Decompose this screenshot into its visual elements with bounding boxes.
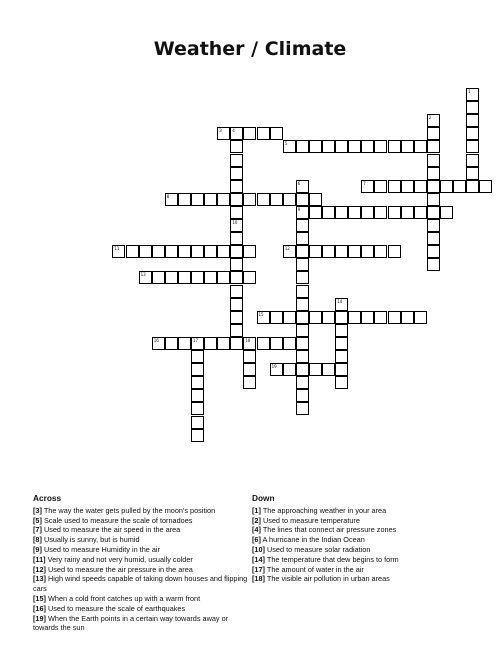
grid-cell[interactable]	[296, 285, 309, 298]
down-clue-list	[252, 506, 472, 584]
grid-cell[interactable]	[283, 363, 296, 376]
across-clue-list	[33, 506, 248, 633]
cell-number: 18	[245, 337, 251, 343]
grid-cell[interactable]	[152, 271, 165, 284]
grid-cell[interactable]	[139, 245, 152, 258]
grid-cell[interactable]	[466, 127, 479, 140]
grid-cell[interactable]	[296, 402, 309, 415]
grid-cell[interactable]	[230, 258, 243, 271]
grid-cell[interactable]	[414, 206, 427, 219]
grid-cell[interactable]	[243, 337, 256, 350]
grid-cell[interactable]	[283, 193, 296, 206]
clue-text: When the Earth points in a certain way towards away or towards the sun	[33, 613, 229, 633]
clue-text: The visible air pollution in urban areas	[266, 574, 390, 584]
cell-number: 2	[428, 115, 432, 121]
grid-cell[interactable]	[479, 180, 492, 193]
grid-cell[interactable]	[427, 154, 440, 167]
grid-cell[interactable]	[217, 245, 230, 258]
grid-cell[interactable]	[466, 88, 479, 101]
grid-cell[interactable]	[296, 324, 309, 337]
grid-cell[interactable]	[296, 219, 309, 232]
clue-number: [1]	[252, 505, 261, 515]
cell-number: 14	[337, 298, 343, 304]
page-title: Weather / Climate	[153, 38, 347, 60]
grid-cell[interactable]	[230, 324, 243, 337]
grid-cell[interactable]	[427, 193, 440, 206]
grid-cell[interactable]	[257, 193, 270, 206]
grid-cell[interactable]	[230, 285, 243, 298]
grid-cell[interactable]	[257, 127, 270, 140]
grid-cell[interactable]	[374, 206, 387, 219]
grid-cell[interactable]	[191, 337, 204, 350]
clue-text: The approaching weather in your area	[262, 505, 387, 515]
grid-cell[interactable]	[230, 245, 243, 258]
grid-cell[interactable]	[388, 245, 401, 258]
grid-cell[interactable]	[296, 350, 309, 363]
clue-number: [4]	[252, 525, 261, 535]
clue-number: [7]	[33, 525, 42, 535]
grid-cell[interactable]	[348, 311, 361, 324]
grid-cell[interactable]	[230, 298, 243, 311]
clue-number: [15]	[33, 593, 46, 603]
grid-cell[interactable]	[335, 363, 348, 376]
cell-number: 5	[284, 141, 288, 147]
clue-text: Used to measure Humidity in the air	[43, 544, 160, 554]
grid-cell[interactable]	[283, 140, 296, 153]
grid-cell[interactable]	[270, 193, 283, 206]
down-clue	[252, 555, 472, 565]
grid-cell[interactable]	[270, 363, 283, 376]
grid-cell[interactable]	[427, 114, 440, 127]
across-clue	[33, 614, 248, 634]
clue-text: The temperature that dew begins to form	[266, 554, 399, 564]
grid-cell[interactable]	[257, 311, 270, 324]
grid-cell[interactable]	[335, 376, 348, 389]
clue-text: Very rainy and not very humid, usually colder	[47, 554, 193, 564]
grid-cell[interactable]	[361, 311, 374, 324]
grid-cell[interactable]	[427, 180, 440, 193]
clue-number: [5]	[33, 515, 42, 525]
clue-text: Used to measure temperature	[262, 515, 360, 525]
clue-text: The amount of water in the air	[266, 564, 364, 574]
clue-number: [13]	[33, 574, 46, 584]
clue-number: [8]	[33, 535, 42, 545]
grid-cell[interactable]	[230, 167, 243, 180]
grid-cell[interactable]	[335, 245, 348, 258]
grid-cell[interactable]	[466, 154, 479, 167]
grid-cell[interactable]	[427, 127, 440, 140]
grid-cell[interactable]	[178, 193, 191, 206]
grid-cell[interactable]	[374, 245, 387, 258]
grid-cell[interactable]	[243, 271, 256, 284]
grid-cell[interactable]	[374, 140, 387, 153]
across-clues	[33, 494, 248, 633]
grid-cell[interactable]	[348, 206, 361, 219]
grid-cell[interactable]	[191, 193, 204, 206]
grid-cell[interactable]	[296, 206, 309, 219]
grid-cell[interactable]	[296, 258, 309, 271]
grid-cell[interactable]	[204, 337, 217, 350]
clue-text: The lines that connect air pressure zones	[262, 525, 397, 535]
grid-cell[interactable]	[466, 114, 479, 127]
grid-cell[interactable]	[296, 193, 309, 206]
cell-number: 19	[271, 364, 277, 370]
grid-cell[interactable]	[230, 219, 243, 232]
clue-number: [12]	[33, 564, 46, 574]
grid-cell[interactable]	[178, 337, 191, 350]
cell-number: 10	[232, 220, 238, 225]
grid-cell[interactable]	[296, 271, 309, 284]
cell-number: 4	[232, 128, 235, 134]
cell-number: 13	[140, 272, 146, 278]
clue-text: Used to measure the air speed in the area	[43, 525, 181, 535]
grid-cell[interactable]	[414, 140, 427, 153]
grid-cell[interactable]	[388, 311, 401, 324]
down-heading: Down	[252, 493, 275, 503]
grid-cell[interactable]	[230, 206, 243, 219]
grid-cell[interactable]	[296, 298, 309, 311]
grid-cell[interactable]	[191, 350, 204, 363]
grid-cell[interactable]	[217, 337, 230, 350]
grid-cell[interactable]	[466, 140, 479, 153]
grid-cell[interactable]	[204, 271, 217, 284]
grid-cell[interactable]	[466, 101, 479, 114]
grid-cell[interactable]	[296, 311, 309, 324]
grid-cell[interactable]	[322, 140, 335, 153]
grid-cell[interactable]	[361, 180, 374, 193]
grid-cell[interactable]	[283, 245, 296, 258]
grid-cell[interactable]	[243, 193, 256, 206]
grid-cell[interactable]	[466, 180, 479, 193]
down-clue	[252, 516, 472, 526]
grid-cell[interactable]	[427, 167, 440, 180]
grid-cell[interactable]	[112, 245, 125, 258]
grid-cell[interactable]	[427, 206, 440, 219]
grid-cell[interactable]	[296, 245, 309, 258]
cell-number: 16	[153, 337, 159, 343]
clue-number: [16]	[33, 603, 46, 613]
grid-cell[interactable]	[374, 180, 387, 193]
cell-number: 8	[166, 193, 170, 199]
grid-cell[interactable]	[388, 206, 401, 219]
grid-cell[interactable]	[322, 206, 335, 219]
grid-cell[interactable]	[414, 180, 427, 193]
cell-number: 15	[258, 311, 264, 317]
grid-cell[interactable]	[191, 416, 204, 429]
across-clue	[33, 535, 248, 545]
grid-cell[interactable]	[204, 193, 217, 206]
clue-text: Used to measure the air pressure in the area	[48, 564, 193, 574]
clue-number: [10]	[252, 544, 265, 554]
grid-cell[interactable]	[322, 363, 335, 376]
grid-cell[interactable]	[388, 180, 401, 193]
grid-cell[interactable]	[427, 140, 440, 153]
grid-cell[interactable]	[230, 311, 243, 324]
grid-cell[interactable]	[270, 127, 283, 140]
clue-text: Used to measure the scale of earthquakes	[48, 603, 186, 613]
grid-cell[interactable]	[296, 180, 309, 193]
grid-cell[interactable]	[217, 127, 230, 140]
grid-cell[interactable]	[191, 429, 204, 442]
across-heading: Across	[33, 493, 62, 503]
grid-cell[interactable]	[296, 140, 309, 153]
cell-number: 1	[468, 89, 471, 94]
grid-cell[interactable]	[309, 245, 322, 258]
clue-number: [2]	[252, 515, 261, 525]
down-clue	[252, 574, 472, 584]
cell-number: 11	[114, 246, 120, 252]
grid-cell[interactable]	[348, 140, 361, 153]
across-clue	[33, 506, 248, 516]
grid-cell[interactable]	[427, 232, 440, 245]
grid-cell[interactable]	[165, 193, 178, 206]
clue-number: [6]	[252, 535, 261, 545]
grid-cell[interactable]	[230, 271, 243, 284]
grid-cell[interactable]	[217, 271, 230, 284]
clue-text: Scale used to measure the scale of tornadoes	[43, 515, 193, 525]
across-clue	[33, 525, 248, 535]
grid-cell[interactable]	[401, 206, 414, 219]
grid-cell[interactable]	[401, 180, 414, 193]
grid-cell[interactable]	[427, 219, 440, 232]
across-clue	[33, 604, 248, 614]
grid-cell[interactable]	[296, 337, 309, 350]
grid-cell[interactable]	[243, 350, 256, 363]
grid-cell[interactable]	[257, 337, 270, 350]
grid-cell[interactable]	[361, 206, 374, 219]
clue-text: The way the water gets pulled by the moon's position	[43, 505, 216, 515]
grid-cell[interactable]	[335, 311, 348, 324]
clue-number: [18]	[252, 574, 265, 584]
grid-cell[interactable]	[230, 193, 243, 206]
clue-number: [3]	[33, 505, 42, 515]
grid-cell[interactable]	[165, 271, 178, 284]
grid-cell[interactable]	[335, 324, 348, 337]
grid-cell[interactable]	[165, 245, 178, 258]
grid-cell[interactable]	[191, 363, 204, 376]
down-clue	[252, 545, 472, 555]
clue-text: When a cold front catches up with a warm front	[48, 593, 201, 603]
grid-cell[interactable]	[230, 232, 243, 245]
grid-cell[interactable]	[361, 140, 374, 153]
grid-cell[interactable]	[309, 311, 322, 324]
grid-cell[interactable]	[191, 402, 204, 415]
across-clue	[33, 555, 248, 565]
down-clue	[252, 565, 472, 575]
clue-text: A hurricane in the Indian Ocean	[262, 535, 365, 545]
across-clue	[33, 545, 248, 555]
grid-cell[interactable]	[139, 271, 152, 284]
grid-cell[interactable]	[243, 245, 256, 258]
grid-cell[interactable]	[414, 311, 427, 324]
grid-cell[interactable]	[178, 245, 191, 258]
grid-cell[interactable]	[322, 311, 335, 324]
grid-cell[interactable]	[401, 140, 414, 153]
grid-cell[interactable]	[401, 311, 414, 324]
grid-cell[interactable]	[361, 245, 374, 258]
cell-number: 7	[363, 180, 366, 186]
cell-number: 6	[297, 180, 301, 186]
grid-cell[interactable]	[270, 311, 283, 324]
across-clue	[33, 594, 248, 604]
across-clue	[33, 574, 248, 594]
grid-cell[interactable]	[270, 337, 283, 350]
down-clue	[252, 535, 472, 545]
grid-cell[interactable]	[243, 376, 256, 389]
clue-number: [14]	[252, 554, 265, 564]
clue-number: [17]	[252, 564, 265, 574]
grid-cell[interactable]	[191, 376, 204, 389]
grid-cell[interactable]	[230, 337, 243, 350]
across-clue	[33, 516, 248, 526]
grid-cell[interactable]	[126, 245, 139, 258]
grid-cell[interactable]	[283, 311, 296, 324]
grid-cell[interactable]	[335, 298, 348, 311]
across-clue	[33, 565, 248, 575]
grid-cell[interactable]	[374, 311, 387, 324]
cell-number: 3	[219, 128, 222, 134]
grid-cell[interactable]	[191, 389, 204, 402]
grid-cell[interactable]	[178, 271, 191, 284]
grid-cell[interactable]	[348, 245, 361, 258]
grid-cell[interactable]	[152, 337, 165, 350]
down-clues	[252, 494, 472, 584]
cell-number: 12	[284, 246, 290, 252]
grid-cell[interactable]	[309, 140, 322, 153]
grid-cell[interactable]	[296, 363, 309, 376]
clue-number: [9]	[33, 544, 42, 554]
grid-cell[interactable]	[296, 389, 309, 402]
grid-cell[interactable]	[466, 167, 479, 180]
grid-cell[interactable]	[335, 350, 348, 363]
grid-cell[interactable]	[283, 337, 296, 350]
clue-text: High wind speeds capable of taking down houses and flipping cars	[33, 574, 248, 594]
grid-cell[interactable]	[217, 193, 230, 206]
grid-cell[interactable]	[230, 180, 243, 193]
grid-cell[interactable]	[322, 245, 335, 258]
grid-cell[interactable]	[191, 245, 204, 258]
grid-cell[interactable]	[453, 180, 466, 193]
grid-cell[interactable]	[335, 337, 348, 350]
grid-cell[interactable]	[204, 245, 217, 258]
grid-cell[interactable]	[165, 337, 178, 350]
grid-cell[interactable]	[309, 193, 322, 206]
grid-cell[interactable]	[243, 363, 256, 376]
clue-text: Used to measure solar radiation	[267, 544, 371, 554]
down-clue	[252, 525, 472, 535]
grid-cell[interactable]	[230, 154, 243, 167]
grid-cell[interactable]	[191, 271, 204, 284]
clue-number: [19]	[33, 613, 46, 623]
grid-cell[interactable]	[440, 206, 453, 219]
grid-cell[interactable]	[335, 140, 348, 153]
cell-number: 17	[193, 337, 199, 343]
grid-cell[interactable]	[296, 232, 309, 245]
grid-cell[interactable]	[427, 258, 440, 271]
clue-number: [11]	[33, 554, 46, 564]
grid-cell[interactable]	[296, 376, 309, 389]
grid-cell[interactable]	[388, 140, 401, 153]
grid-cell[interactable]	[309, 363, 322, 376]
grid-cell[interactable]	[335, 206, 348, 219]
grid-cell[interactable]	[440, 180, 453, 193]
grid-cell[interactable]	[230, 140, 243, 153]
clue-text: Usually is sunny, but is humid	[43, 535, 140, 545]
grid-cell[interactable]	[243, 127, 256, 140]
grid-cell[interactable]	[309, 206, 322, 219]
cell-number: 9	[297, 206, 301, 212]
grid-cell[interactable]	[427, 245, 440, 258]
grid-cell[interactable]	[152, 245, 165, 258]
grid-cell[interactable]	[230, 127, 243, 140]
down-clue	[252, 506, 472, 516]
